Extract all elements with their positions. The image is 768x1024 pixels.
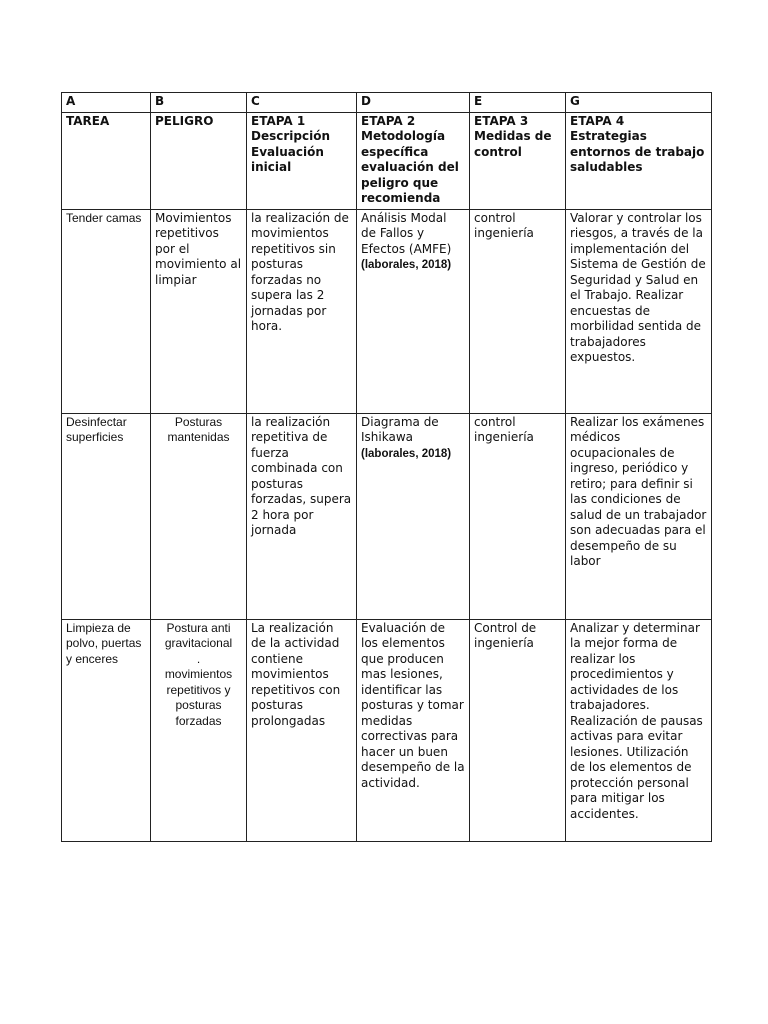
cell-etapa-1: la realización repetitiva de fuerza combinada con posturas forzadas, supera 2 hora por jornada xyxy=(247,413,357,619)
cell-etapa-3: control ingeniería xyxy=(470,209,566,413)
etapa-2-citation: (laborales, 2018) xyxy=(361,447,452,460)
cell-etapa-4: Valorar y controlar los riesgos, a través de la implementación del Sistema de Gestión de Seguridad y Salud en el Trabajo. Realizar encuestas de morbilidad sentida de trabajadores expuestos. xyxy=(566,209,712,413)
header-etapa-3-title: ETAPA 3 xyxy=(474,113,529,128)
header-etapa-1-title: ETAPA 1 xyxy=(251,113,306,128)
cell-etapa-1: la realización de movimientos repetitivos sin posturas forzadas no supera las 2 jornadas por hora. xyxy=(247,209,357,413)
cell-peligro: Movimientos repetitivos por el movimiento al limpiar xyxy=(151,209,247,413)
cell-etapa-2 xyxy=(357,413,470,619)
cell-tarea: Desinfectar superficies xyxy=(62,413,151,619)
cell-etapa-2: Evaluación de los elementos que producen mas lesiones, identificar las posturas y tomar medidas correctivas para hacer un buen desempeño de la actividad. xyxy=(357,619,470,841)
peligro-part-1: Postura anti gravitacional xyxy=(164,620,233,650)
cell-etapa-4: Realizar los exámenes médicos ocupacionales de ingreso, periódico y retiro; para definir si las condiciones de salud de un trabajador son adecuadas para el desempeño de su labor xyxy=(566,413,712,619)
header-tarea: TAREA xyxy=(62,112,151,209)
column-letter-row xyxy=(62,93,712,113)
column-letter-e: E xyxy=(470,93,566,113)
cell-peligro xyxy=(151,619,247,841)
header-etapa-2 xyxy=(357,112,470,209)
column-letter-d: D xyxy=(357,93,470,113)
peligro-separator: . xyxy=(196,651,201,666)
column-letter-g: G xyxy=(566,93,712,113)
header-etapa-1-subtitle: Descripción Evaluación inicial xyxy=(251,129,330,174)
header-peligro: PELIGRO xyxy=(151,112,247,209)
etapa-2-text: Diagrama de Ishikawa xyxy=(361,414,439,444)
column-letter-a: A xyxy=(62,93,151,113)
header-etapa-4-title: ETAPA 4 xyxy=(570,113,625,128)
header-etapa-2-subtitle: Metodología específica evaluación del peligro que recomienda xyxy=(361,129,459,205)
cell-etapa-4: Analizar y determinar la mejor forma de realizar los procedimientos y actividades de los trabajadores. Realización de pausas activas para evitar lesiones. Utilización de los elementos de protección personal para mitigar los accidentes. xyxy=(566,619,712,841)
header-etapa-4 xyxy=(566,112,712,209)
peligro-part-2: movimientos repetitivos y posturas forzadas xyxy=(164,667,233,728)
table-row xyxy=(62,619,712,841)
cell-etapa-3: Control de ingeniería xyxy=(470,619,566,841)
cell-etapa-1: La realización de la actividad contiene movimientos repetitivos con posturas prolongadas xyxy=(247,619,357,841)
header-etapa-3 xyxy=(470,112,566,209)
header-etapa-2-title: ETAPA 2 xyxy=(361,113,416,128)
header-etapa-4-subtitle: Estrategias entornos de trabajo saludables xyxy=(570,129,705,174)
header-row xyxy=(62,112,712,209)
etapa-2-text: Análisis Modal de Fallos y Efectos (AMFE) xyxy=(361,210,452,256)
cell-tarea: Tender camas xyxy=(62,209,151,413)
header-etapa-3-subtitle: Medidas de control xyxy=(474,129,552,159)
risk-assessment-table xyxy=(61,92,712,842)
cell-etapa-2 xyxy=(357,209,470,413)
cell-peligro: Posturas mantenidas xyxy=(151,413,247,619)
column-letter-b: B xyxy=(151,93,247,113)
table-row xyxy=(62,413,712,619)
header-etapa-1 xyxy=(247,112,357,209)
cell-etapa-3: control ingeniería xyxy=(470,413,566,619)
etapa-2-citation: (laborales, 2018) xyxy=(361,259,452,271)
column-letter-c: C xyxy=(247,93,357,113)
cell-tarea: Limpieza de polvo, puertas y enceres xyxy=(62,619,151,841)
table-row xyxy=(62,209,712,413)
